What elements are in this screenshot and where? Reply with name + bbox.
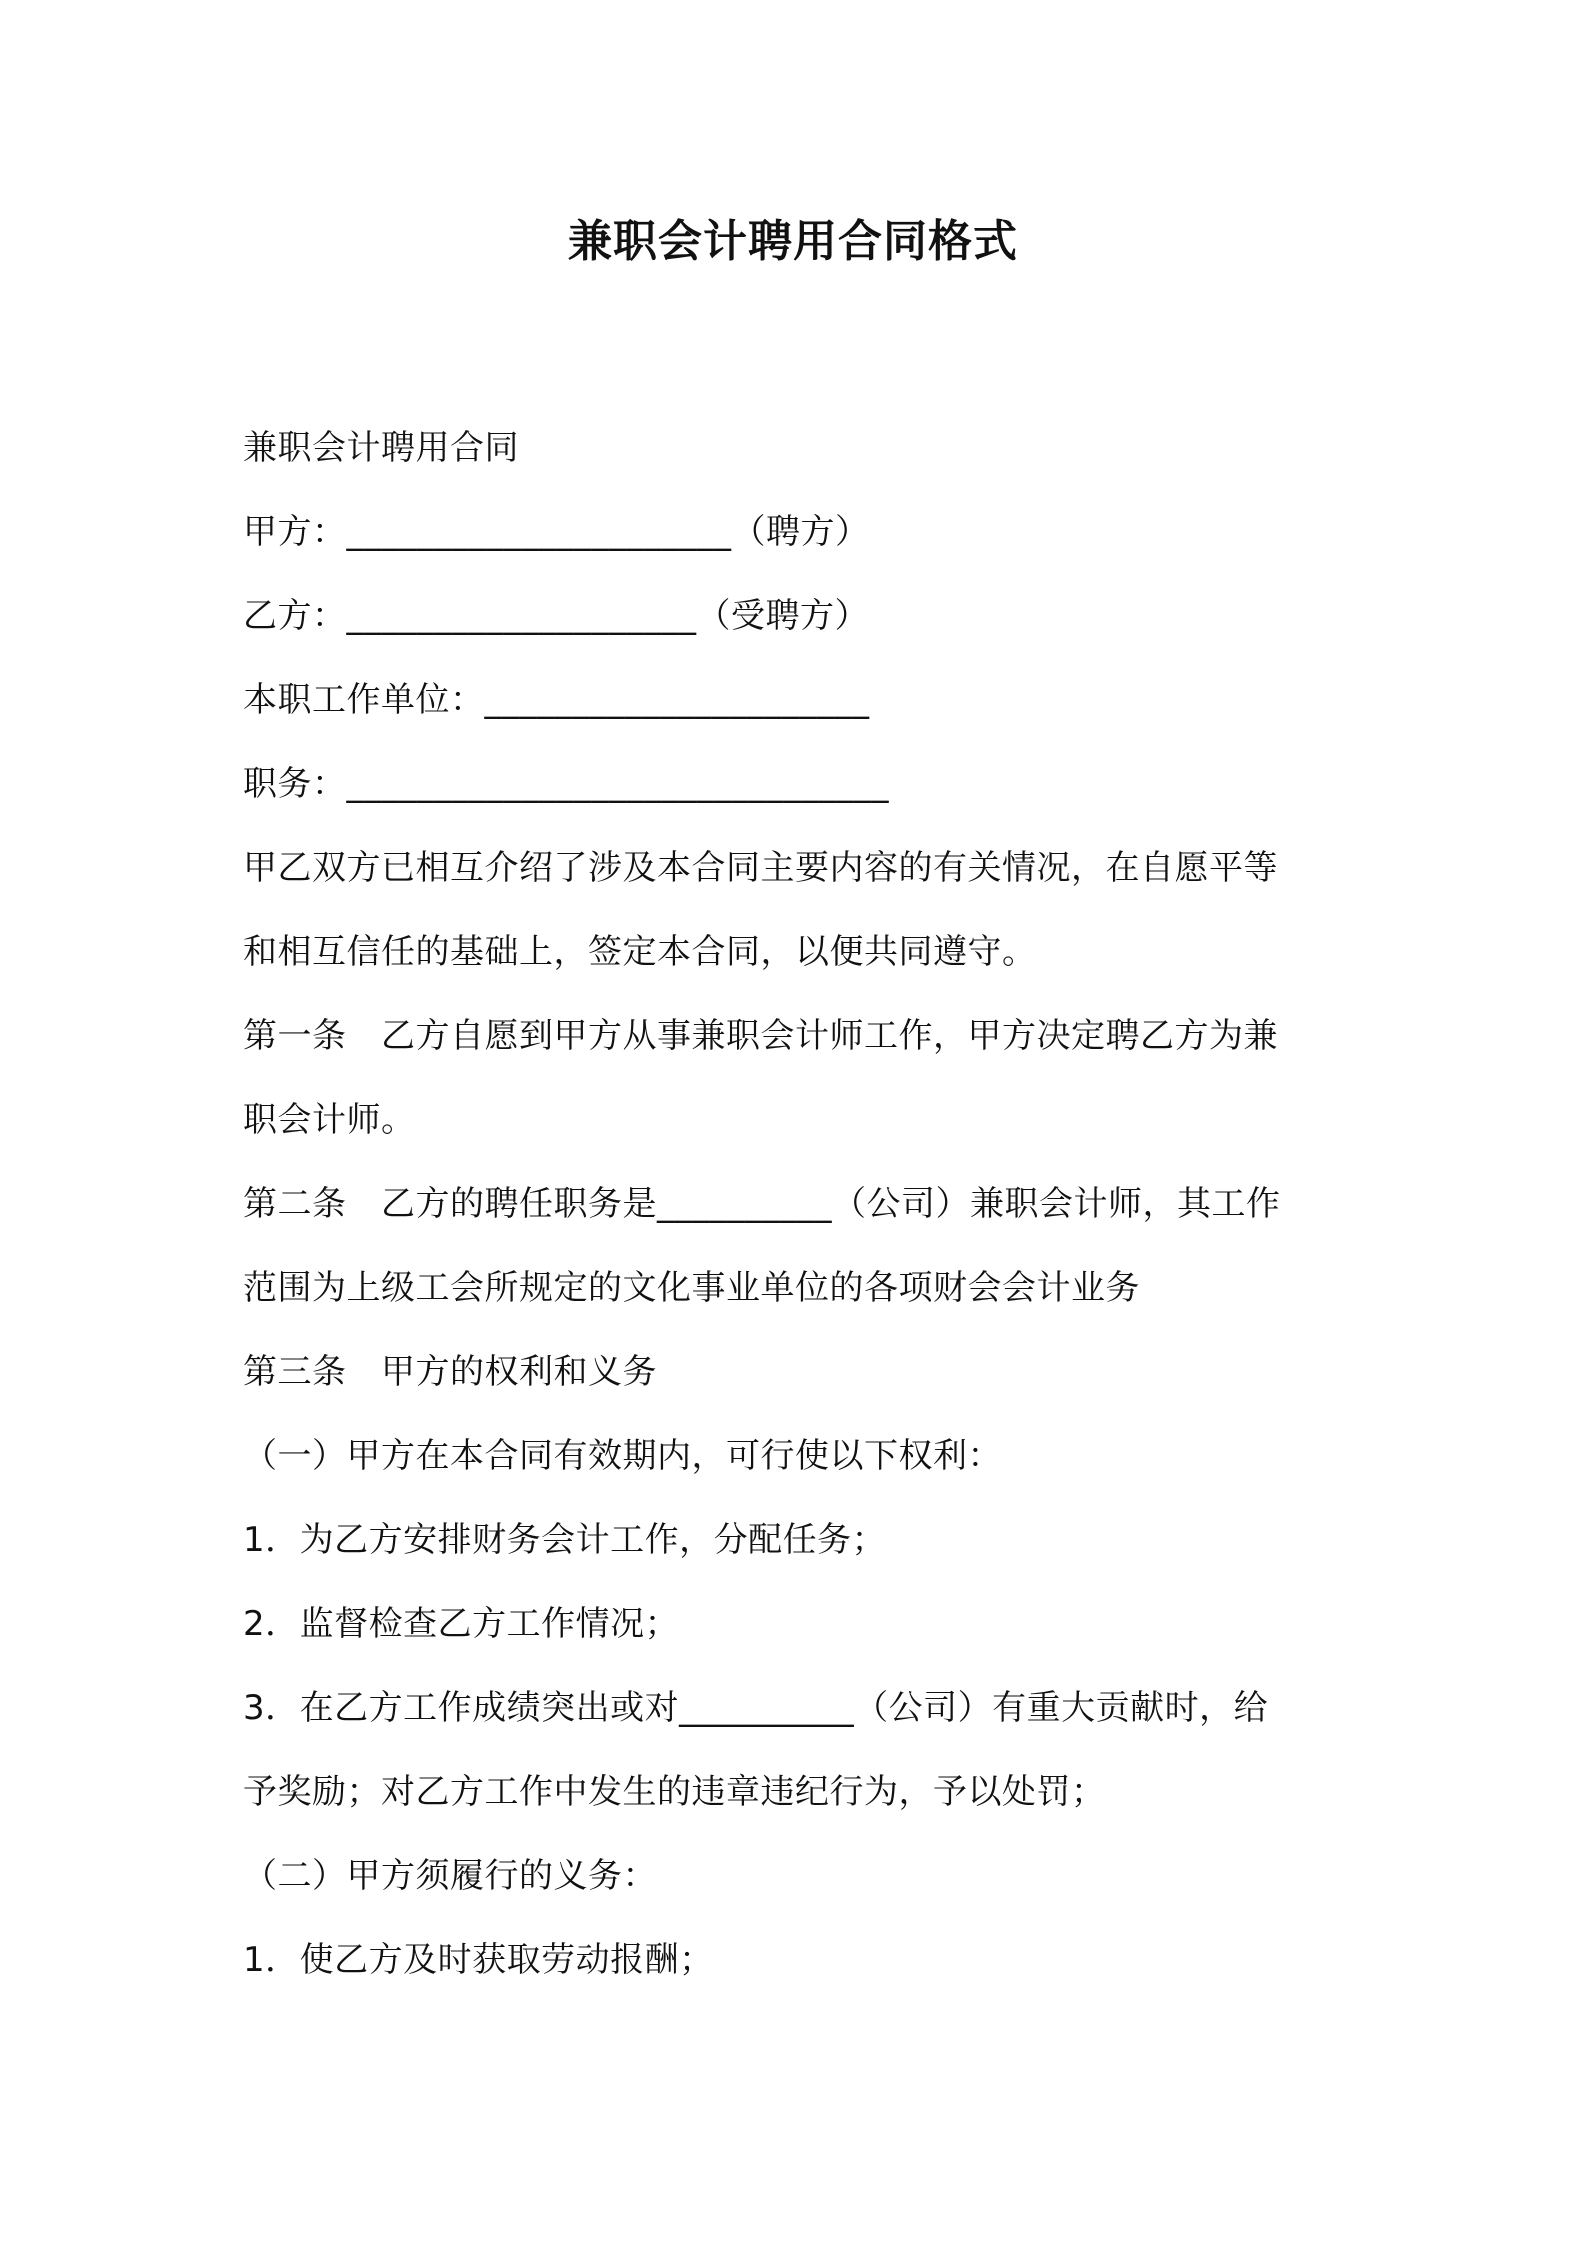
list-item: 3．在乙方工作成绩突出或对__________（公司）有重大贡献时，给 bbox=[243, 1688, 1269, 1728]
section-duties-heading: （二）甲方须履行的义务： bbox=[243, 1856, 657, 1896]
article-2-line: 范围为上级工会所规定的文化事业单位的各项财会会计业务 bbox=[243, 1268, 1140, 1308]
list-item-continuation: 予奖励；对乙方工作中发生的违章违纪行为，予以处罚； bbox=[243, 1772, 1106, 1812]
section-rights-heading: （一）甲方在本合同有效期内，可行使以下权利： bbox=[243, 1436, 1002, 1476]
party-a-field: 甲方：______________________（聘方） bbox=[243, 512, 870, 552]
contract-heading: 兼职会计聘用合同 bbox=[243, 428, 519, 468]
employer-field: 本职工作单位：______________________ bbox=[243, 680, 870, 720]
position-field: 职务：_______________________________ bbox=[243, 764, 889, 804]
document-title: 兼职会计聘用合同格式 bbox=[568, 216, 1018, 267]
article-3-heading: 第三条 甲方的权利和义务 bbox=[243, 1352, 657, 1392]
article-1-line: 职会计师。 bbox=[243, 1100, 416, 1140]
article-2-line: 第二条 乙方的聘任职务是__________（公司）兼职会计师，其工作 bbox=[243, 1184, 1281, 1224]
document-body bbox=[243, 406, 1363, 2002]
list-item: 1．使乙方及时获取劳动报酬； bbox=[243, 1940, 714, 1980]
list-item: 2．监督检查乙方工作情况； bbox=[243, 1604, 680, 1644]
article-1-line: 第一条 乙方自愿到甲方从事兼职会计师工作，甲方决定聘乙方为兼 bbox=[243, 1016, 1278, 1056]
preamble-line: 和相互信任的基础上，签定本合同，以便共同遵守。 bbox=[243, 932, 1037, 972]
preamble-line: 甲乙双方已相互介绍了涉及本合同主要内容的有关情况，在自愿平等 bbox=[243, 848, 1278, 888]
list-item: 1．为乙方安排财务会计工作，分配任务； bbox=[243, 1520, 887, 1560]
party-b-field: 乙方：____________________（受聘方） bbox=[243, 596, 869, 636]
